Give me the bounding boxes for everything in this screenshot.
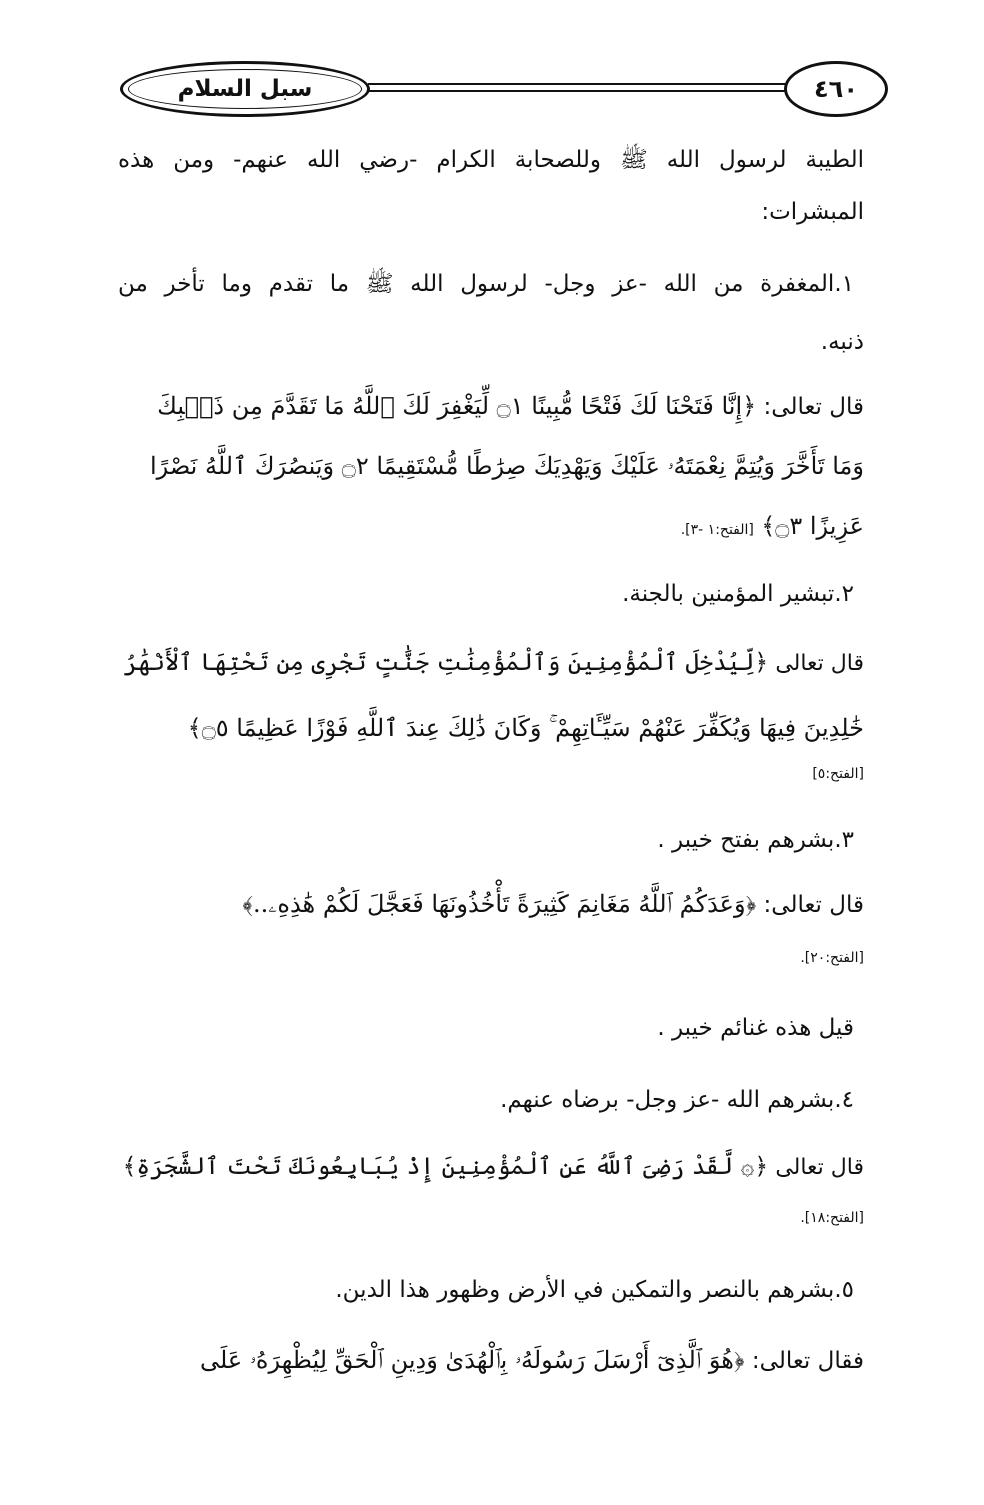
text-line: الطيبة لرسول الله ﷺ وللصحابة الكرام -رضي الله عنهم- ومن هذه [118, 147, 864, 173]
quran-verse: ﴿إِنَّا فَتَحْنَا لَكَ فَتْحًا مُّبِينًا ۝١ لِّيَغْفِرَ لَكَ ٱللَّهُ مَا تَقَدَّمَ مِن ذَنۢبِكَ [157, 392, 757, 420]
list-item-5: ٥.بشرهم بالنصر والتمكين في الأرض وظهور هذا الدين. [335, 1277, 854, 1303]
quran-verse: ﴿وَعَدَكُمُ ٱللَّهُ مَغَانِمَ كَثِيرَةً تَأْخُذُونَهَا فَعَجَّلَ لَكُمْ هَٰذِهِۦ..﴾ [242, 890, 757, 918]
verse-line [118, 884, 864, 925]
verse-reference: [الفتح:١٨]. [800, 1210, 864, 1226]
verse-reference: [الفتح:١ -٣]. [680, 522, 754, 538]
quran-verse: ﴿۞ لَّقَدْ رَضِىَ ٱللَّهُ عَنِ ٱلْمُؤْمِنِينَ إِذْ يُبَايِعُونَكَ تَحْتَ ٱلشَّجَرَةِ﴾ [122, 1152, 769, 1180]
verse-intro: قال تعالى [775, 651, 864, 676]
verse-intro: قال تعالى: [763, 892, 864, 918]
quran-verse: ﴿لِّيُدْخِلَ ٱلْمُؤْمِنِينَ وَٱلْمُؤْمِنَٰتِ جَنَّٰتٍ تَجْرِى مِن تَحْتِهَا ٱلْأَنْهَٰرُ [123, 648, 769, 676]
verse-reference: [الفتح:٢٠]. [800, 950, 864, 966]
book-title: سبل السلام [177, 76, 313, 102]
quran-verse: وَمَا تَأَخَّرَ وَيُتِمَّ نِعْمَتَهُۥ عَلَيْكَ وَيَهْدِيَكَ صِرَٰطًا مُّسْتَقِيمًا ۝٢ وَيَنصُرَكَ ٱللَّهُ نَصْرًا [149, 452, 864, 480]
list-item-2: ٢.تبشير المؤمنين بالجنة. [622, 581, 854, 607]
quran-verse: ﴿هُوَ ٱلَّذِىٓ أَرْسَلَ رَسُولَهُۥ بِٱلْهُدَىٰ وَدِينِ ٱلْحَقِّ لِيُظْهِرَهُۥ عَلَى [199, 1346, 745, 1374]
verse-line [118, 1146, 864, 1188]
verse-line [118, 1340, 864, 1381]
verse-line [118, 386, 864, 427]
list-item-4: ٤.بشرهم الله -عز وجل- برضاه عنهم. [500, 1087, 854, 1113]
quran-verse: خَٰلِدِينَ فِيهَا وَيُكَفِّرَ عَنْهُمْ سَيِّـَٔاتِهِمْ ۚ وَكَانَ ذَٰلِكَ عِندَ ٱللَّهِ فَوْزًا عَظِيمًا ۝٥﴾ [187, 714, 864, 742]
verse-reference: [الفتح:٥] [812, 766, 864, 782]
text-line: المبشرات: [761, 199, 864, 225]
verse-intro: قال تعالى: [763, 394, 864, 420]
page-number: ٤٦٠ [784, 61, 888, 117]
header-rule [368, 90, 786, 92]
list-item-3: ٣.بشرهم بفتح خيبر . [657, 827, 854, 853]
verse-intro: قال تعالى [775, 1155, 864, 1180]
page-header [120, 55, 890, 125]
quran-verse: عَزِيزًا ۝٣﴾ [761, 512, 864, 540]
header-rule [368, 83, 786, 85]
verse-intro: فقال تعالى: [751, 1348, 864, 1374]
verse-line [118, 642, 864, 684]
text-line: قيل هذه غنائم خيبر . [657, 1015, 854, 1041]
list-item-1: ١.المغفرة من الله -عز وجل- لرسول الله ﷺ ما تقدم وما تأخر من [118, 271, 854, 297]
text-line: ذنبه. [820, 329, 864, 355]
verse-line [118, 506, 864, 547]
